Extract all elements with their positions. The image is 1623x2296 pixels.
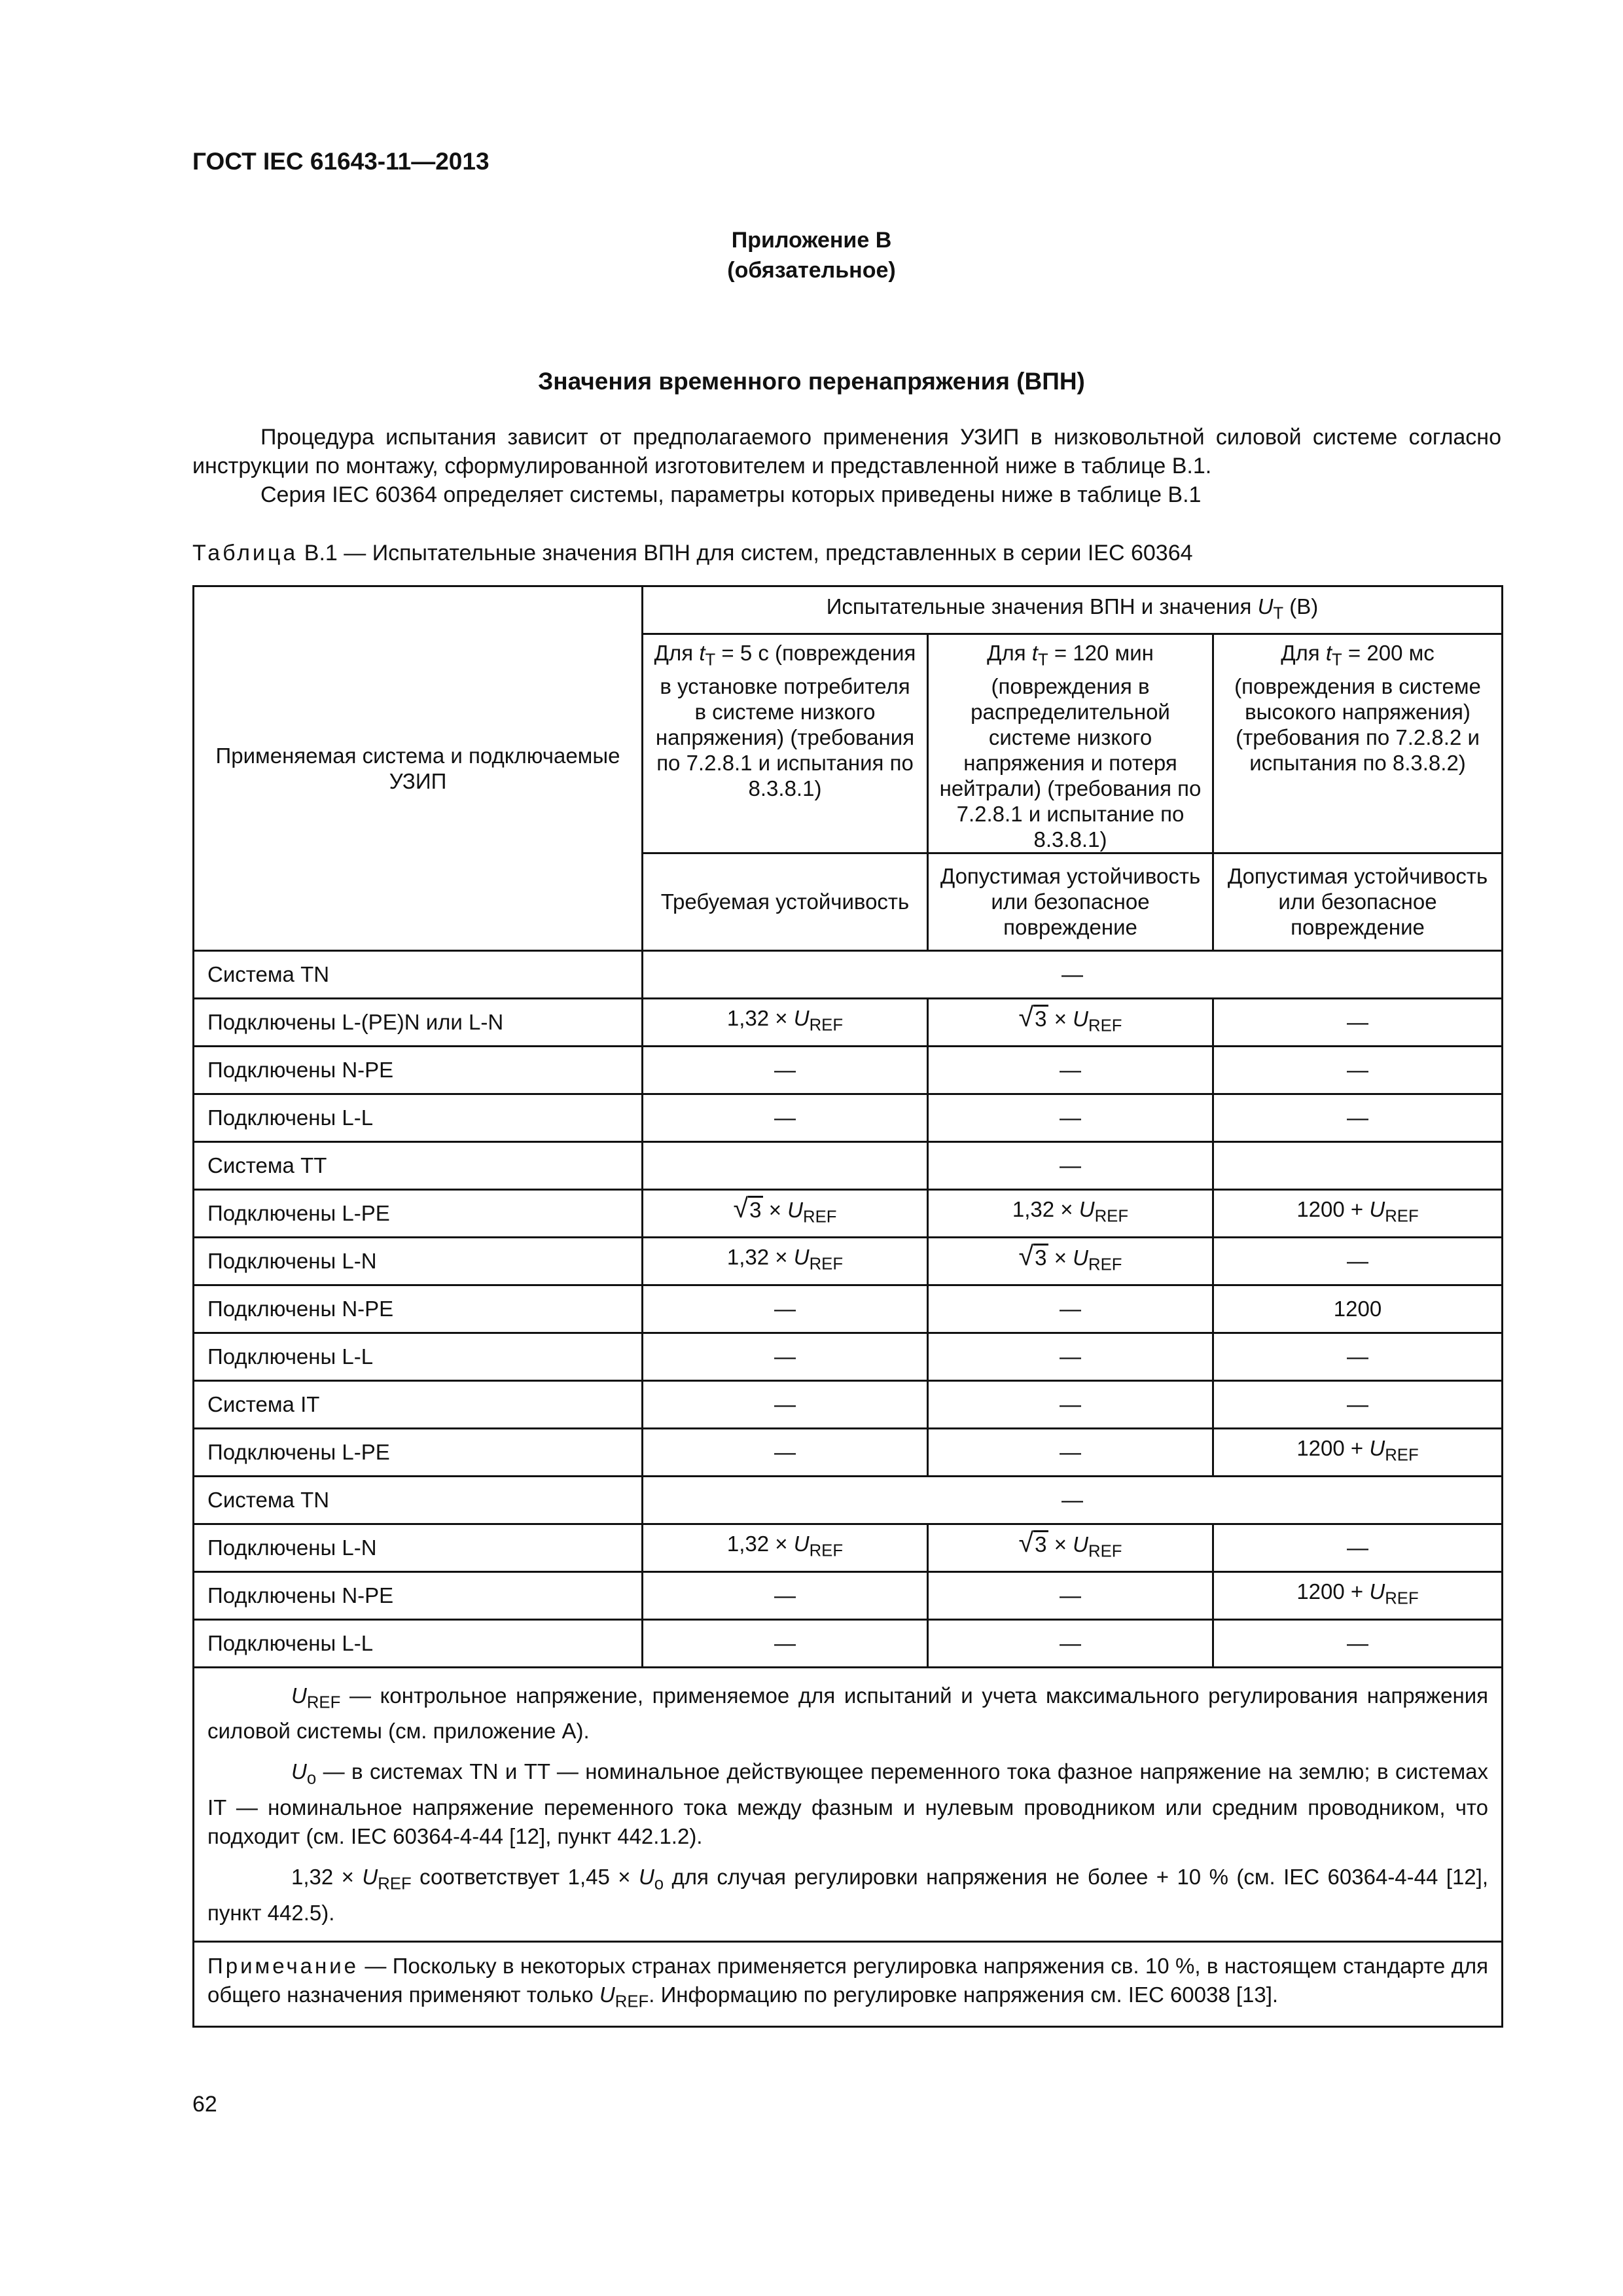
row-label: Подключены N-PE	[194, 1571, 643, 1619]
cell-dash: —	[928, 1094, 1213, 1141]
table-remark: Примечание — Поскольку в некоторых странах применяется регулировка напряжения св. 10 %, в настоящем стандарте для общего назначения применяют только $U_{REF}$. Информацию по регулировке напряжения см. IEC 60038 [13].	[194, 1941, 1503, 2026]
section-heading: Значения временного перенапряжения (ВПН)	[538, 368, 1085, 395]
table-row	[194, 1285, 1503, 1333]
table-row	[194, 1619, 1503, 1667]
row-label: Подключены L-L	[194, 1619, 643, 1667]
cell-empty	[1213, 1141, 1503, 1189]
table-row	[194, 998, 1503, 1046]
row-label: Система TN	[194, 1476, 643, 1524]
row-label: Система IT	[194, 1380, 643, 1428]
cell-1200-uref: $1200 + U_{REF}$	[1213, 1428, 1503, 1476]
page-number: 62	[192, 2092, 217, 2117]
cell-sqrt3-uref: $√3 \times U_{REF}$	[643, 1189, 928, 1237]
row-label: Система TN	[194, 950, 643, 998]
table-row	[194, 1237, 1503, 1285]
table-row	[194, 950, 1503, 998]
note-uref: $U_{REF}$ — контрольное напряжение, применяемое для испытаний и учета максимального регулирования напряжения силовой системы (см. приложение А).	[207, 1683, 1489, 1744]
appendix-status: (обязательное)	[727, 258, 896, 283]
tov-values-table	[192, 585, 1503, 2028]
cell-dash: —	[643, 950, 1503, 998]
cell-dash: —	[928, 1428, 1213, 1476]
appendix-title: Приложение В	[731, 228, 892, 253]
cell-dash: —	[643, 1619, 928, 1667]
cell-dash: —	[1213, 1046, 1503, 1094]
intro-paragraph-1: Процедура испытания зависит от предполагаемого применения УЗИП в низковольтной силовой системе согласно инструкции по монтажу, сформулированной изготовителем и представленной ниже в таблице В.1.	[192, 425, 1501, 478]
row-label: Подключены L-L	[194, 1333, 643, 1380]
table-notes	[194, 1667, 1503, 1941]
header-req-1: Требуемая устойчивость	[643, 853, 928, 950]
cell-sqrt3-uref: $√3 \times U_{REF}$	[928, 998, 1213, 1046]
note-uo: $U_o$ — в системах TN и TT — номинальное действующее переменного тока фазное напряжение на землю; в системах IT — номинальное напряжение переменного тока между фазным и нулевым проводником или средним проводником, что подходит (см. IEC 60364-4-44 [12], пункт 442.1.2).	[207, 1759, 1489, 1849]
cell-1200: 1200	[1213, 1285, 1503, 1333]
cell-dash: —	[928, 1571, 1213, 1619]
header-req-2: Допустимая устойчивость или безопасное повреждение	[928, 853, 1213, 950]
header-group: Испытательные значения ВПН и значения $U_T$ (В)	[643, 586, 1503, 634]
cell-132-uref: $1,32 \times U_{REF}$	[643, 1524, 928, 1571]
cell-empty	[643, 1141, 928, 1189]
table-caption-text: В.1 — Испытательные значения ВПН для систем, представленных в серии IEC 60364	[304, 541, 1193, 565]
header-req-3: Допустимая устойчивость или безопасное повреждение	[1213, 853, 1503, 950]
cell-dash: —	[1213, 1619, 1503, 1667]
cell-dash: —	[643, 1285, 928, 1333]
document-code: ГОСТ IEC 61643-11—2013	[192, 148, 490, 175]
cell-132-uref: $1,32 \times U_{REF}$	[643, 1237, 928, 1285]
cell-dash: —	[643, 1094, 928, 1141]
cell-dash: —	[643, 1476, 1503, 1524]
row-label: Подключены L-L	[194, 1094, 643, 1141]
intro-paragraph-2: Серия IEC 60364 определяет системы, параметры которых приведены ниже в таблице В.1	[260, 482, 1202, 507]
cell-sqrt3-uref: $√3 \times U_{REF}$	[928, 1524, 1213, 1571]
table-row	[194, 1141, 1503, 1189]
cell-dash: —	[928, 1380, 1213, 1428]
cell-dash: —	[928, 1333, 1213, 1380]
cell-1200-uref: $1200 + U_{REF}$	[1213, 1571, 1503, 1619]
row-label: Подключены N-PE	[194, 1046, 643, 1094]
header-system-column: Применяемая система и подключаемые УЗИП	[194, 586, 643, 951]
header-col-5s: Для $t_T = 5$ с (повреждения в установке потребителя в системе низкого напряжения) (требования по 7.2.8.1 и испытания по 8.3.8.1)	[643, 634, 928, 853]
cell-dash: —	[928, 1046, 1213, 1094]
cell-dash: —	[643, 1428, 928, 1476]
cell-sqrt3-uref: $√3 \times U_{REF}$	[928, 1237, 1213, 1285]
table-row	[194, 1428, 1503, 1476]
row-label: Подключены L-N	[194, 1524, 643, 1571]
row-label: Подключены L-PE	[194, 1428, 643, 1476]
cell-dash: —	[1213, 1094, 1503, 1141]
table-row	[194, 1189, 1503, 1237]
cell-dash: —	[1213, 1333, 1503, 1380]
header-col-120min: Для $t_T = 120$ мин (повреждения в распределительной системе низкого напряжения и потеря нейтрали) (требования по 7.2.8.1 и испытание по 8.3.8.1)	[928, 634, 1213, 853]
row-label: Подключены N-PE	[194, 1285, 643, 1333]
table-row	[194, 1380, 1503, 1428]
cell-dash: —	[1213, 998, 1503, 1046]
cell-dash: —	[643, 1046, 928, 1094]
cell-1200-uref: $1200 + U_{REF}$	[1213, 1189, 1503, 1237]
cell-dash: —	[1213, 1380, 1503, 1428]
table-row	[194, 1333, 1503, 1380]
table-row	[194, 1094, 1503, 1141]
cell-dash: —	[643, 1571, 928, 1619]
table-row	[194, 1524, 1503, 1571]
table-caption	[192, 541, 1193, 566]
cell-132-uref: $1,32 \times U_{REF}$	[643, 998, 928, 1046]
header-col-200ms: Для $t_T = 200$ мс (повреждения в системе высокого напряжения) (требования по 7.2.8.2 и испытания по 8.3.8.2)	[1213, 634, 1503, 853]
table-row	[194, 1571, 1503, 1619]
table-row	[194, 1476, 1503, 1524]
cell-dash: —	[643, 1333, 928, 1380]
cell-dash: —	[928, 1141, 1213, 1189]
row-label: Подключены L-PE	[194, 1189, 643, 1237]
table-row	[194, 1046, 1503, 1094]
cell-dash: —	[643, 1380, 928, 1428]
row-label: Подключены L-N	[194, 1237, 643, 1285]
table-caption-label: Таблица	[192, 541, 298, 565]
cell-132-uref: $1,32 \times U_{REF}$	[928, 1189, 1213, 1237]
note-ratio: $1,32 \times U_{REF}$ соответствует $1,45 \times U_o$ для случая регулировки напряжения не более + 10 % (см. IEC 60364-4-44 [12], пункт 442.5).	[207, 1865, 1488, 1925]
cell-dash: —	[928, 1619, 1213, 1667]
cell-dash: —	[928, 1285, 1213, 1333]
cell-dash: —	[1213, 1524, 1503, 1571]
cell-dash: —	[1213, 1237, 1503, 1285]
row-label: Система TT	[194, 1141, 643, 1189]
row-label: Подключены L-(PE)N или L-N	[194, 998, 643, 1046]
